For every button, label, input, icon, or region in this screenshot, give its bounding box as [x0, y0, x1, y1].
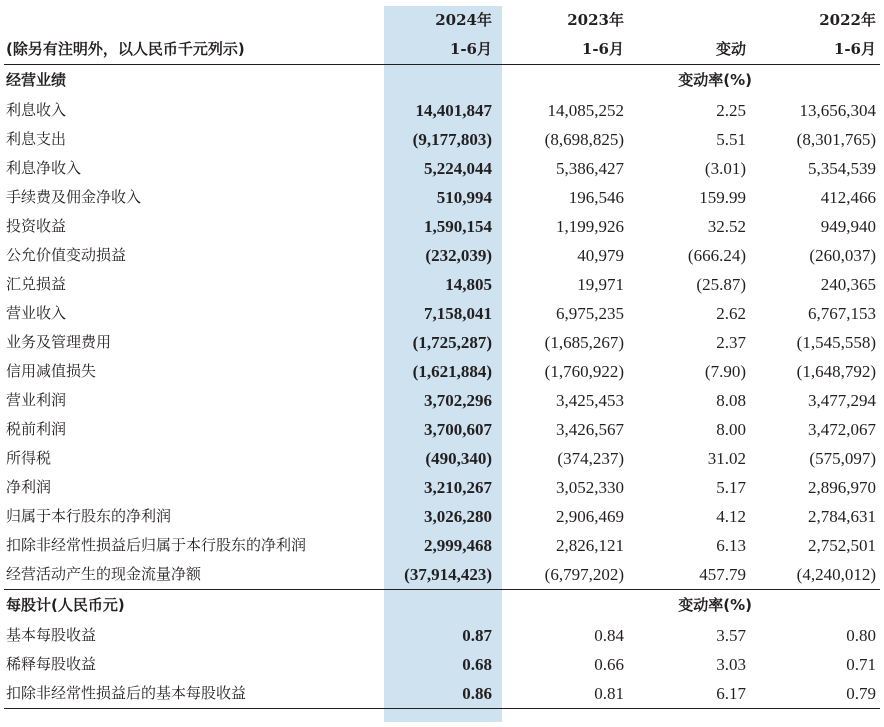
value-change: 2.62 [716, 304, 746, 323]
value-2024: 0.68 [462, 655, 492, 674]
value-change: 5.51 [716, 130, 746, 149]
table-row [4, 328, 880, 357]
value-2024: 510,994 [436, 188, 492, 207]
section-header-operating [4, 65, 880, 97]
value-2023: 0.81 [502, 679, 630, 709]
value-change: 32.52 [707, 217, 746, 236]
value-change: 4.12 [716, 507, 746, 526]
table-row [4, 212, 880, 241]
row-label: 信用减值损失 [6, 362, 97, 380]
value-2024: (1,621,884) [412, 362, 492, 381]
value-2024: (9,177,803) [412, 130, 492, 149]
value-change: (3.01) [704, 159, 746, 178]
header-2024-period: 1-6月 [384, 34, 502, 65]
value-2022: 0.71 [846, 655, 876, 674]
value-change: (666.24) [687, 246, 746, 265]
value-2022: 2,752,501 [808, 536, 876, 555]
row-label: 汇兑损益 [6, 275, 67, 293]
value-2023: 5,386,427 [556, 159, 624, 178]
table-row [4, 621, 880, 650]
section-cell-blank [752, 65, 880, 97]
value-2024: 14,401,847 [415, 101, 492, 120]
value-2023: 40,979 [577, 246, 624, 265]
value-2023: 3,052,330 [556, 478, 624, 497]
table-row [4, 415, 880, 444]
row-label: 扣除非经常性损益后的基本每股收益 [4, 679, 384, 709]
row-label: 税前利润 [6, 420, 67, 438]
row-label: 归属于本行股东的净利润 [6, 507, 172, 525]
value-2024: 3,026,280 [424, 507, 492, 526]
value-2023: (8,698,825) [544, 130, 624, 149]
section-cell-blank [752, 590, 880, 622]
value-2023: 3,426,567 [556, 420, 624, 439]
header-2022-year: 2022年 [819, 11, 876, 29]
table-row [4, 183, 880, 212]
table-row [4, 650, 880, 679]
value-2022: 2,896,970 [808, 478, 876, 497]
value-2023: (6,797,202) [544, 565, 624, 584]
value-2024: (490,340) [425, 449, 492, 468]
value-2022: (575,097) [809, 449, 876, 468]
header-2023-year: 2023年 [567, 11, 624, 29]
value-change: 6.13 [716, 536, 746, 555]
section-cell-blank [502, 65, 630, 97]
table-row [4, 502, 880, 531]
value-2022: 3,477,294 [808, 391, 876, 410]
financial-summary-table [4, 6, 880, 709]
table-row [4, 357, 880, 386]
value-2022: 5,354,539 [808, 159, 876, 178]
row-label: 经营活动产生的现金流量净额 [6, 565, 202, 583]
value-2022: 412,466 [820, 188, 876, 207]
row-label: 营业收入 [6, 304, 67, 322]
value-2024: 3,700,607 [424, 420, 492, 439]
value-change: 3.03 [716, 655, 746, 674]
header-change-blank [630, 6, 752, 34]
value-2022: (1,648,792) [796, 362, 876, 381]
table-row [4, 299, 880, 328]
row-label: 利息支出 [6, 130, 67, 148]
value-2022: 6,767,153 [808, 304, 876, 323]
value-2022: 0.80 [846, 626, 876, 645]
value-2024: 3,210,267 [424, 478, 492, 497]
section-rate-label: 变动率(%) [630, 590, 752, 622]
value-2023: 0.66 [594, 655, 624, 674]
section-rate-label: 变动率(%) [678, 71, 752, 89]
value-2023: 19,971 [577, 275, 624, 294]
per-share-section [4, 590, 880, 709]
unit-note: (除另有注明外，以人民币千元列示) [4, 34, 384, 65]
value-2023: 2,906,469 [556, 507, 624, 526]
row-label: 业务及管理费用 [6, 333, 112, 351]
value-2022: (8,301,765) [796, 130, 876, 149]
section-title: 每股计(人民币元) [4, 590, 384, 622]
value-change: 2.37 [716, 333, 746, 352]
value-2023: 3,425,453 [556, 391, 624, 410]
section-cell-blank [384, 65, 502, 97]
value-2023: 0.84 [594, 626, 624, 645]
value-2024: 3,702,296 [424, 391, 492, 410]
section-header-per-share [4, 590, 880, 622]
value-2022: 13,656,304 [799, 101, 876, 120]
value-2024: (232,039) [425, 246, 492, 265]
header-change: 变动 [630, 34, 752, 65]
value-change: (7.90) [704, 362, 746, 381]
section-title: 经营业绩 [6, 71, 67, 89]
value-change: 2.25 [716, 101, 746, 120]
table-row [4, 386, 880, 415]
row-label: 所得税 [6, 449, 52, 467]
header-2023-period: 1-6月 [502, 34, 630, 65]
value-2022: (1,545,558) [796, 333, 876, 352]
value-2022: 3,472,067 [808, 420, 876, 439]
value-change: 8.08 [716, 391, 746, 410]
value-change: 159.99 [699, 188, 746, 207]
header-2022-period: 1-6月 [752, 34, 880, 65]
table-row [4, 473, 880, 502]
table-row [4, 531, 880, 560]
value-2024: (1,725,287) [412, 333, 492, 352]
value-change: 6.17 [630, 679, 752, 709]
row-label: 扣除非经常性损益后归属于本行股东的净利润 [6, 536, 307, 554]
value-change: 5.17 [716, 478, 746, 497]
section-cell-blank [502, 590, 630, 622]
header-2024-year: 2024年 [435, 11, 492, 29]
row-label: 净利润 [6, 478, 52, 496]
row-label: 稀释每股收益 [6, 655, 97, 673]
operating-section [4, 65, 880, 590]
value-2023: 1,199,926 [556, 217, 624, 236]
value-2022: (260,037) [809, 246, 876, 265]
value-2024: 1,590,154 [424, 217, 492, 236]
value-2023: (1,760,922) [544, 362, 624, 381]
table-row [4, 125, 880, 154]
value-2024: 7,158,041 [424, 304, 492, 323]
row-label: 利息净收入 [6, 159, 82, 177]
value-2024: 0.87 [462, 626, 492, 645]
row-label: 手续费及佣金净收入 [6, 188, 142, 206]
value-2022: (4,240,012) [796, 565, 876, 584]
value-change: 31.02 [707, 449, 746, 468]
value-2022: 0.79 [752, 679, 880, 709]
row-label: 公允价值变动损益 [6, 246, 127, 264]
value-2024: 14,805 [445, 275, 492, 294]
value-2024: 5,224,044 [424, 159, 492, 178]
row-label: 投资收益 [6, 217, 67, 235]
value-change: 457.79 [699, 565, 746, 584]
table-row [4, 241, 880, 270]
value-2024: 0.86 [384, 679, 502, 709]
table-row [4, 444, 880, 473]
value-2022: 240,365 [820, 275, 876, 294]
row-label: 利息收入 [6, 101, 67, 119]
section-cell-blank [384, 590, 502, 622]
value-2022: 2,784,631 [808, 507, 876, 526]
value-change: 8.00 [716, 420, 746, 439]
value-2023: (374,237) [557, 449, 624, 468]
table-row [4, 270, 880, 299]
table-row [4, 96, 880, 125]
value-2024: (37,914,423) [404, 565, 492, 584]
header-blank [4, 6, 384, 34]
table-row [4, 560, 880, 590]
value-2022: 949,940 [820, 217, 876, 236]
header-row-periods [4, 34, 880, 65]
value-change: 3.57 [716, 626, 746, 645]
value-2023: 196,546 [568, 188, 624, 207]
value-2023: 6,975,235 [556, 304, 624, 323]
value-change: (25.87) [696, 275, 746, 294]
table-row [4, 154, 880, 183]
row-label: 基本每股收益 [6, 626, 97, 644]
value-2023: 14,085,252 [547, 101, 624, 120]
table-row [4, 679, 880, 709]
value-2023: 2,826,121 [556, 536, 624, 555]
row-label: 营业利润 [6, 391, 67, 409]
value-2023: (1,685,267) [544, 333, 624, 352]
header-row-years [4, 6, 880, 34]
value-2024: 2,999,468 [424, 536, 492, 555]
